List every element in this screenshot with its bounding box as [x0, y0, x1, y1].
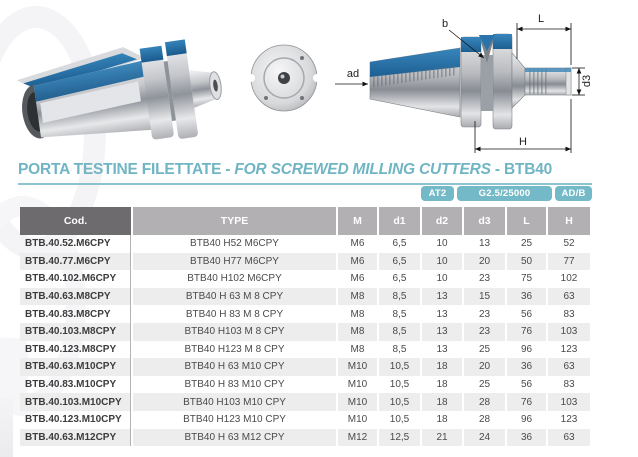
dim-label-H: H: [519, 136, 527, 148]
cell-d1: 10,5: [379, 358, 420, 376]
cell-d2: 13: [422, 323, 462, 341]
cell-d3: 23: [464, 323, 505, 341]
cell-cod: BTB.40.63.M8CPY: [20, 288, 131, 306]
cell-l: 25: [520, 238, 533, 250]
cell-type: BTB40 H 83 M10 CPY: [184, 379, 285, 391]
dim-label-b: b: [441, 18, 449, 30]
cell-d2: 18: [422, 358, 462, 376]
table-row: [20, 288, 590, 306]
cell-h: 77: [548, 253, 590, 271]
cell-m: M10: [338, 358, 377, 376]
col-header-d3: d3: [464, 207, 505, 235]
cell-d2: 18: [436, 379, 448, 391]
cell-l: 36: [507, 429, 546, 447]
cell-type: BTB40 H103 M10 CPY: [133, 393, 336, 411]
cell-d3: 23: [478, 273, 491, 285]
cell-h: 83: [563, 308, 575, 320]
cell-h: 103: [548, 323, 590, 341]
cell-m: M8: [338, 288, 377, 306]
cell-l: 56: [520, 308, 533, 320]
cell-m: M6: [338, 253, 377, 271]
cell-d1: 6,5: [392, 273, 407, 285]
cell-d1: 6,5: [392, 238, 407, 250]
cell-cod: BTB.40.123.M8CPY: [20, 341, 131, 359]
cell-m: M8: [338, 323, 377, 341]
table-row: [20, 341, 590, 359]
col-header-h: H: [548, 207, 590, 235]
spec-table: [18, 207, 592, 446]
dim-label-L: L: [537, 13, 545, 25]
cell-l: 96: [520, 414, 533, 426]
cell-h: 52: [563, 238, 575, 250]
badge-balancing: G2.5/25000: [457, 186, 552, 201]
cell-cod: BTB.40.83.M8CPY: [20, 305, 131, 323]
dim-label-ad: ad: [346, 68, 360, 80]
cell-d1: 10,5: [389, 414, 410, 426]
table-row: [20, 358, 590, 376]
dim-label-d3: d3: [581, 74, 593, 88]
table-row: [20, 235, 590, 253]
cell-type: BTB40 H 83 M 8 CPY: [185, 308, 284, 320]
cell-d1: 8,5: [379, 288, 420, 306]
cell-d1: 10,5: [389, 379, 410, 391]
table-row: [20, 305, 590, 323]
table-row: [20, 376, 590, 394]
title-english: FOR SCREWED MILLING CUTTERS: [234, 161, 491, 178]
cell-l: 76: [507, 393, 546, 411]
cell-cod: BTB.40.103.M10CPY: [20, 393, 131, 411]
cell-l: 36: [507, 358, 546, 376]
badge-tolerance: AT2: [421, 186, 454, 201]
cell-cod: BTB.40.52.M6CPY: [20, 235, 131, 253]
cell-d3: 20: [464, 358, 505, 376]
cell-d3: 28: [478, 414, 491, 426]
cell-type: BTB40 H123 M 8 CPY: [184, 343, 285, 355]
cell-m: M12: [338, 429, 377, 447]
cell-d2: 10: [436, 238, 448, 250]
table-row: [20, 253, 590, 271]
col-header-m: M: [338, 207, 377, 235]
col-header-l: L: [507, 207, 546, 235]
cell-d1: 8,5: [392, 308, 407, 320]
cell-type: BTB40 H 63 M10 CPY: [133, 358, 336, 376]
cell-m: M10: [338, 393, 377, 411]
table-row: [20, 323, 590, 341]
cell-d2: 10: [436, 273, 448, 285]
cell-d2: 13: [436, 308, 448, 320]
cell-type: BTB40 H 63 M12 CPY: [133, 429, 336, 447]
col-header-cod: Cod.: [20, 207, 131, 235]
table-row: [20, 411, 590, 429]
cell-type: BTB40 H123 M10 CPY: [183, 414, 286, 426]
cell-cod: BTB.40.77.M6CPY: [20, 253, 131, 271]
cell-h: 63: [548, 288, 590, 306]
cell-cod: BTB.40.102.M6CPY: [20, 270, 131, 288]
cell-h: 63: [548, 358, 590, 376]
cell-d2: 18: [436, 414, 448, 426]
cell-l: 76: [507, 323, 546, 341]
cell-m: M10: [347, 414, 368, 426]
cell-d2: 13: [422, 288, 462, 306]
cell-d3: 20: [464, 253, 505, 271]
title-italian: PORTA TESTINE FILETTATE -: [18, 161, 231, 178]
cell-type: BTB40 H77 M6CPY: [133, 253, 336, 271]
cell-type: BTB40 H 63 M 8 CPY: [133, 288, 336, 306]
page-title: [18, 161, 592, 185]
cell-m: M6: [350, 273, 365, 285]
technical-drawing: [333, 3, 638, 158]
cell-d1: 10,5: [379, 393, 420, 411]
table-row: [20, 393, 590, 411]
cell-d1: 6,5: [379, 253, 420, 271]
cell-cod: BTB.40.103.M8CPY: [20, 323, 131, 341]
cell-d2: 21: [422, 429, 462, 447]
cell-h: 103: [548, 393, 590, 411]
cell-cod: BTB.40.63.M12CPY: [20, 429, 131, 447]
cell-d3: 25: [478, 343, 491, 355]
cell-m: M10: [347, 379, 368, 391]
cell-type: BTB40 H102 M6CPY: [187, 273, 282, 285]
cell-cod: BTB.40.63.M10CPY: [20, 358, 131, 376]
tool-holder-3d-image: [10, 16, 238, 162]
table-header-row: [20, 207, 590, 235]
cell-m: M6: [350, 238, 365, 250]
cell-d3: 13: [478, 238, 491, 250]
cell-d1: 8,5: [379, 323, 420, 341]
cell-m: M8: [350, 343, 365, 355]
cell-d3: 24: [464, 429, 505, 447]
badge-coupling: AD/B: [555, 186, 592, 201]
cell-h: 123: [560, 343, 578, 355]
cell-cod: BTB.40.83.M10CPY: [20, 376, 131, 394]
cell-l: 75: [520, 273, 533, 285]
cell-h: 63: [548, 429, 590, 447]
table-row: [20, 429, 590, 447]
cell-d3: 25: [478, 379, 491, 391]
cell-d3: 28: [464, 393, 505, 411]
cell-d3: 23: [478, 308, 491, 320]
cell-h: 123: [560, 414, 578, 426]
cell-d3: 15: [464, 288, 505, 306]
cell-d2: 10: [422, 253, 462, 271]
cell-d1: 8,5: [392, 343, 407, 355]
col-header-d1: d1: [379, 207, 420, 235]
cell-type: BTB40 H52 M6CPY: [190, 238, 279, 250]
col-header-type: TYPE: [133, 207, 336, 235]
cell-h: 102: [560, 273, 578, 285]
cell-d1: 12,5: [379, 429, 420, 447]
col-header-d2: d2: [422, 207, 462, 235]
cell-h: 83: [563, 379, 575, 391]
cell-l: 96: [520, 343, 533, 355]
cell-type: BTB40 H103 M 8 CPY: [133, 323, 336, 341]
table-row: [20, 270, 590, 288]
cell-d2: 13: [436, 343, 448, 355]
cell-m: M8: [350, 308, 365, 320]
cell-l: 50: [507, 253, 546, 271]
tool-front-view-image: [248, 42, 320, 114]
cell-l: 56: [520, 379, 533, 391]
cell-l: 36: [507, 288, 546, 306]
cell-d2: 18: [422, 393, 462, 411]
cell-cod: BTB.40.123.M10CPY: [20, 411, 131, 429]
title-code: - BTB40: [494, 161, 553, 178]
